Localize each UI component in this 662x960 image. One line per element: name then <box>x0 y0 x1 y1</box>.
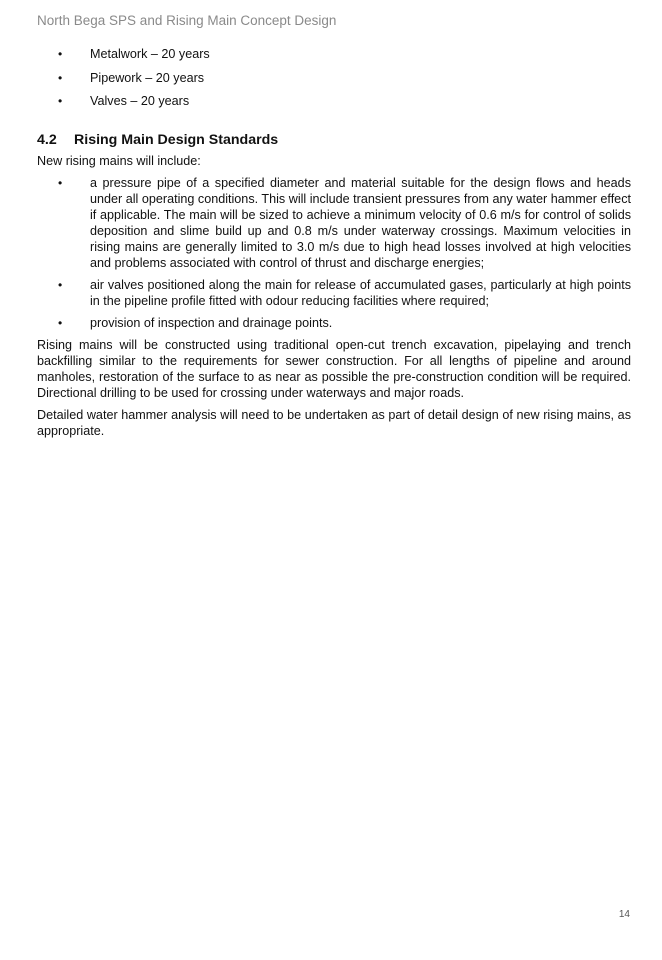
list-item-text: Valves – 20 years <box>90 94 190 108</box>
list-item <box>37 93 631 109</box>
list-item-text: Pipework – 20 years <box>90 70 205 85</box>
list-item <box>37 277 631 309</box>
section-number: 4.2 <box>37 132 57 148</box>
bullet-icon: • <box>58 47 63 61</box>
list-item <box>37 70 631 86</box>
section-heading <box>37 131 631 149</box>
list-item-text: air valves positioned along the main for release of accumulated gases, particularly at high points in the pipeline profile fitted with odour reducing facilities where required; <box>90 278 631 308</box>
bullet-icon: • <box>58 94 63 108</box>
section-intro: New rising mains will include: <box>37 154 201 168</box>
list-item <box>37 315 631 331</box>
rising-main-requirements-list <box>37 175 631 331</box>
list-item <box>37 175 631 271</box>
bullet-icon: • <box>58 278 63 292</box>
section-title: Rising Main Design Standards <box>74 132 279 148</box>
asset-life-list <box>37 46 631 109</box>
list-item-text: a pressure pipe of a specified diameter and material suitable for the design flows and heads under all operating conditions. This will include transient pressures from any water hammer effect if applicable. The main will be sized to achieve a minimum velocity of 0.6 m/s for control of solids deposition and slime build up and 0.8 m/s under waterway crossings. Maximum velocities in rising mains are generally limited to 3.0 m/s due to high head losses involved at high velocities and problems associated with control of thrust and discharge energies; <box>90 176 631 270</box>
running-header: North Bega SPS and Rising Main Concept Design <box>37 13 337 28</box>
bullet-icon: • <box>58 316 63 330</box>
bullet-icon: • <box>58 70 63 85</box>
list-item-text: Metalwork – 20 years <box>90 47 210 61</box>
body-paragraph: Detailed water hammer analysis will need to be undertaken as part of detail design of new rising mains, as appropriate. <box>37 408 631 438</box>
page-number: 14 <box>618 909 630 920</box>
page-content <box>37 46 631 445</box>
bullet-icon: • <box>58 176 63 190</box>
list-item <box>37 46 631 62</box>
list-item-text: provision of inspection and drainage points. <box>90 316 333 330</box>
body-paragraph: Rising mains will be constructed using traditional open-cut trench excavation, pipelaying and trench backfilling similar to the requirements for sewer construction. For all lengths of pipeline and around manholes, restoration of the surface to as near as possible the pre-construction condition will be required. Directional drilling to be used for crossing under waterways and major roads. <box>37 338 631 400</box>
